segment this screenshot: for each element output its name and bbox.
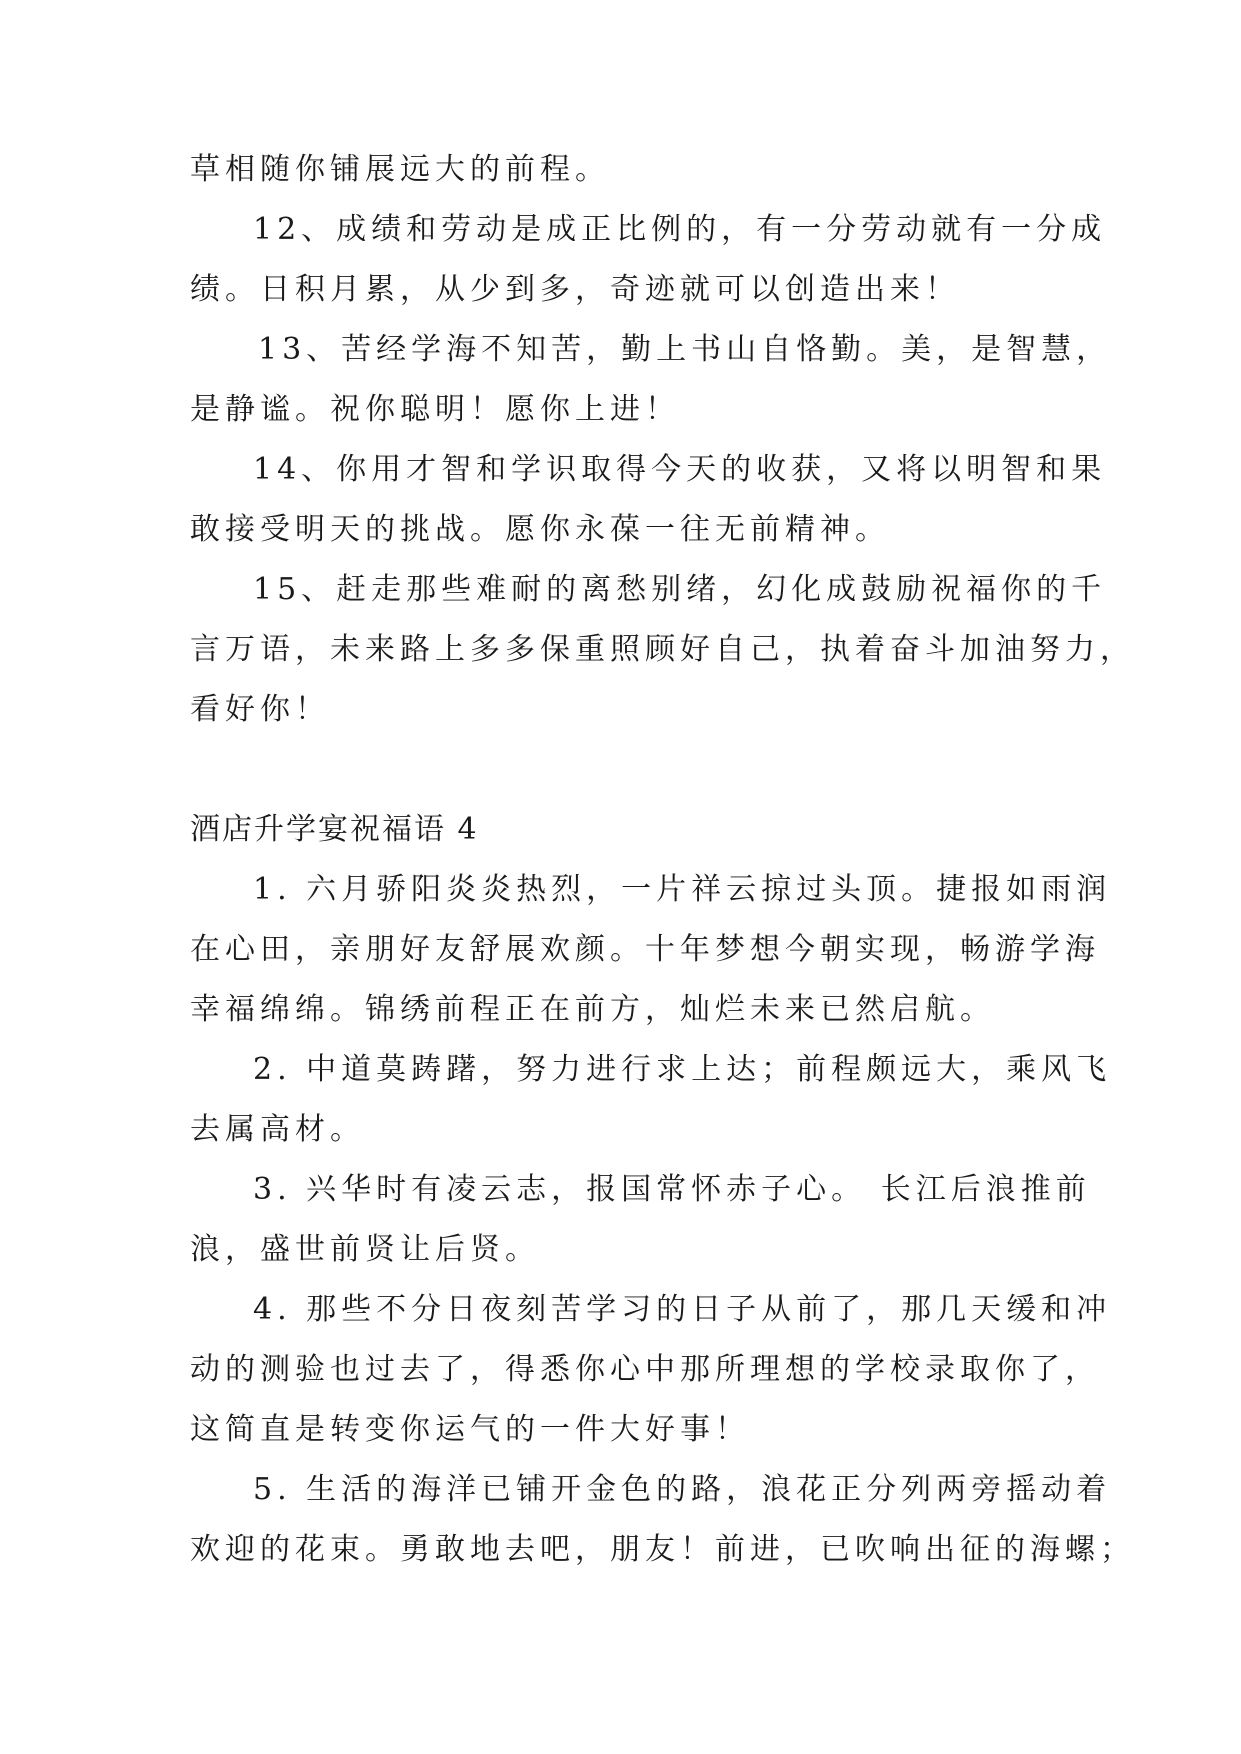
paragraph-line: 3. 兴华时有凌云志，报国常怀赤子心。 长江后浪推前 xyxy=(253,1172,1091,1207)
paragraph-line: 欢迎的花束。勇敢地去吧，朋友！前进，已吹响出征的海螺； xyxy=(190,1532,1135,1567)
paragraph-line: 浪，盛世前贤让后贤。 xyxy=(190,1232,540,1267)
paragraph-line: 敢接受明天的挑战。愿你永葆一往无前精神。 xyxy=(190,512,890,547)
paragraph-line: 5. 生活的海洋已铺开金色的路，浪花正分列两旁摇动着 xyxy=(253,1472,1112,1507)
paragraph-line: 在心田，亲朋好友舒展欢颜。十年梦想今朝实现，畅游学海 xyxy=(190,932,1100,967)
paragraph-line: 看好你！ xyxy=(190,692,330,727)
paragraph-line: 这简直是转变你运气的一件大好事！ xyxy=(190,1412,750,1447)
paragraph-line: 是静谧。祝你聪明！愿你上进！ xyxy=(190,392,680,427)
paragraph-line: 草相随你铺展远大的前程。 xyxy=(190,152,610,187)
paragraph-line: 绩。日积月累，从少到多，奇迹就可以创造出来！ xyxy=(190,272,960,307)
paragraph-line: 去属高材。 xyxy=(190,1112,365,1147)
section-heading: 酒店升学宴祝福语 4 xyxy=(190,812,479,847)
paragraph-line: 4. 那些不分日夜刻苦学习的日子从前了，那几天缓和冲 xyxy=(253,1292,1112,1327)
paragraph-line: 14、你用才智和学识取得今天的收获，又将以明智和果 xyxy=(253,452,1107,487)
paragraph-line: 15、赶走那些难耐的离愁别绪，幻化成鼓励祝福你的千 xyxy=(253,572,1107,607)
paragraph-line: 2. 中道莫踌躇，努力进行求上达；前程颇远大，乘风飞 xyxy=(253,1052,1112,1087)
paragraph-line: 幸福绵绵。锦绣前程正在前方，灿烂未来已然启航。 xyxy=(190,992,995,1027)
paragraph-line: 12、成绩和劳动是成正比例的，有一分劳动就有一分成 xyxy=(253,212,1107,247)
paragraph-line: 动的测验也过去了，得悉你心中那所理想的学校录取你了， xyxy=(190,1352,1100,1387)
paragraph-line: 13、苦经学海不知苦，勤上书山自恪勤。美，是智慧， xyxy=(258,332,1112,367)
paragraph-line: 1. 六月骄阳炎炎热烈，一片祥云掠过头顶。捷报如雨润 xyxy=(253,872,1112,907)
paragraph-line: 言万语，未来路上多多保重照顾好自己，执着奋斗加油努力， xyxy=(190,632,1135,667)
